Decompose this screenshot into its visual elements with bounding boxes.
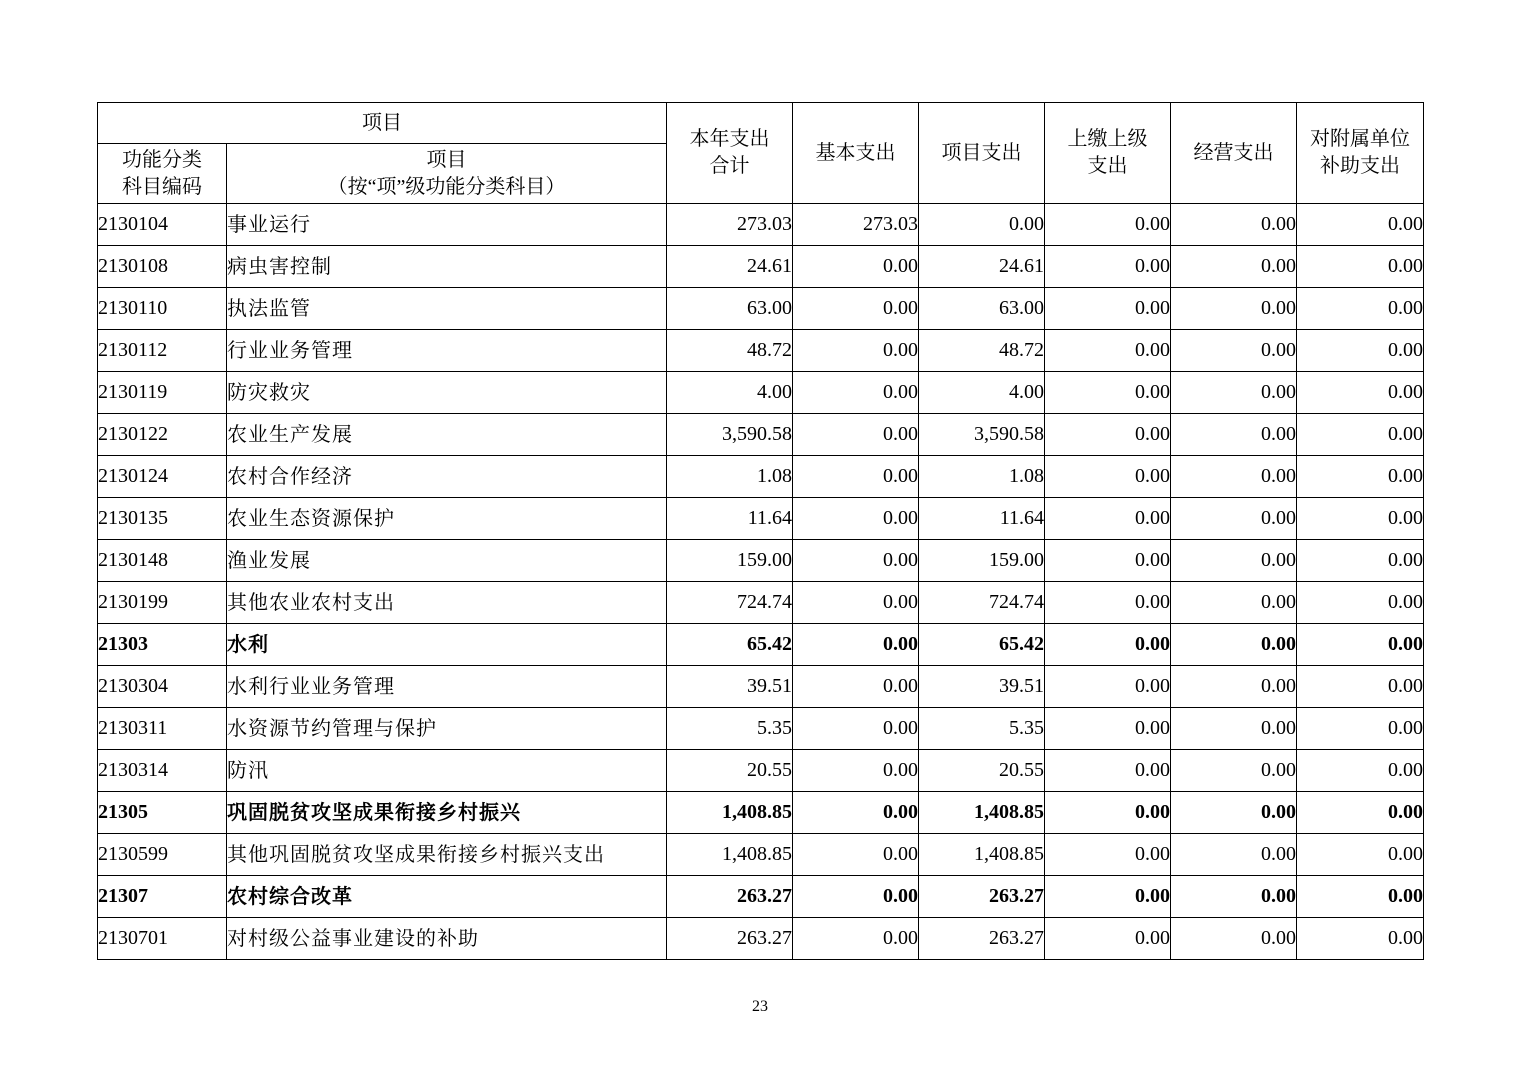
cell-total: 1.08 <box>667 456 793 498</box>
cell-code: 2130701 <box>98 918 227 960</box>
cell-code: 2130199 <box>98 582 227 624</box>
cell-superior: 0.00 <box>1045 456 1171 498</box>
cell-code: 2130304 <box>98 666 227 708</box>
cell-project: 1,408.85 <box>919 792 1045 834</box>
header-project-expense: 项目支出 <box>919 103 1045 204</box>
header-business: 经营支出 <box>1171 103 1297 204</box>
cell-name: 水利 <box>227 624 667 666</box>
header-subsidy-line2: 补助支出 <box>1320 155 1400 177</box>
cell-business: 0.00 <box>1171 498 1297 540</box>
cell-subsidy: 0.00 <box>1297 204 1424 246</box>
cell-basic: 0.00 <box>793 456 919 498</box>
table-row <box>98 834 1424 876</box>
cell-total: 11.64 <box>667 498 793 540</box>
cell-business: 0.00 <box>1171 246 1297 288</box>
cell-code: 2130311 <box>98 708 227 750</box>
cell-superior: 0.00 <box>1045 498 1171 540</box>
cell-name: 农村合作经济 <box>227 456 667 498</box>
cell-superior: 0.00 <box>1045 414 1171 456</box>
header-superior-line2: 支出 <box>1087 155 1128 177</box>
cell-basic: 0.00 <box>793 834 919 876</box>
table-row <box>98 624 1424 666</box>
cell-name: 农业生态资源保护 <box>227 498 667 540</box>
cell-total: 273.03 <box>667 204 793 246</box>
cell-name: 病虫害控制 <box>227 246 667 288</box>
cell-subsidy: 0.00 <box>1297 876 1424 918</box>
cell-code: 2130110 <box>98 288 227 330</box>
cell-code: 2130119 <box>98 372 227 414</box>
cell-project: 24.61 <box>919 246 1045 288</box>
cell-total: 63.00 <box>667 288 793 330</box>
header-superior <box>1045 103 1171 204</box>
cell-business: 0.00 <box>1171 414 1297 456</box>
cell-business: 0.00 <box>1171 708 1297 750</box>
cell-total: 20.55 <box>667 750 793 792</box>
header-subsidy-line1: 对附属单位 <box>1310 128 1410 150</box>
cell-business: 0.00 <box>1171 834 1297 876</box>
header-code <box>98 144 227 204</box>
cell-project: 5.35 <box>919 708 1045 750</box>
cell-code: 21307 <box>98 876 227 918</box>
cell-code: 2130124 <box>98 456 227 498</box>
cell-name: 水利行业业务管理 <box>227 666 667 708</box>
cell-project: 63.00 <box>919 288 1045 330</box>
cell-superior: 0.00 <box>1045 666 1171 708</box>
cell-name: 行业业务管理 <box>227 330 667 372</box>
cell-project: 48.72 <box>919 330 1045 372</box>
cell-subsidy: 0.00 <box>1297 792 1424 834</box>
header-basic: 基本支出 <box>793 103 919 204</box>
cell-project: 0.00 <box>919 204 1045 246</box>
cell-total: 1,408.85 <box>667 792 793 834</box>
cell-superior: 0.00 <box>1045 582 1171 624</box>
cell-basic: 0.00 <box>793 792 919 834</box>
cell-name: 防灾救灾 <box>227 372 667 414</box>
cell-name: 事业运行 <box>227 204 667 246</box>
cell-superior: 0.00 <box>1045 918 1171 960</box>
cell-subsidy: 0.00 <box>1297 288 1424 330</box>
cell-basic: 0.00 <box>793 246 919 288</box>
table-row <box>98 708 1424 750</box>
cell-project: 159.00 <box>919 540 1045 582</box>
cell-basic: 0.00 <box>793 498 919 540</box>
cell-total: 65.42 <box>667 624 793 666</box>
cell-basic: 0.00 <box>793 624 919 666</box>
cell-basic: 0.00 <box>793 708 919 750</box>
cell-subsidy: 0.00 <box>1297 372 1424 414</box>
table-row <box>98 792 1424 834</box>
cell-project: 724.74 <box>919 582 1045 624</box>
cell-project: 20.55 <box>919 750 1045 792</box>
cell-total: 24.61 <box>667 246 793 288</box>
cell-code: 2130314 <box>98 750 227 792</box>
page-number: 23 <box>752 998 768 1015</box>
cell-business: 0.00 <box>1171 288 1297 330</box>
cell-code: 2130599 <box>98 834 227 876</box>
cell-code: 2130148 <box>98 540 227 582</box>
cell-project: 4.00 <box>919 372 1045 414</box>
cell-superior: 0.00 <box>1045 540 1171 582</box>
header-total <box>667 103 793 204</box>
cell-business: 0.00 <box>1171 330 1297 372</box>
cell-business: 0.00 <box>1171 750 1297 792</box>
cell-superior: 0.00 <box>1045 288 1171 330</box>
cell-basic: 0.00 <box>793 666 919 708</box>
header-code-line2: 科目编码 <box>122 175 202 198</box>
cell-subsidy: 0.00 <box>1297 456 1424 498</box>
cell-subsidy: 0.00 <box>1297 834 1424 876</box>
cell-superior: 0.00 <box>1045 624 1171 666</box>
table-row <box>98 204 1424 246</box>
cell-subsidy: 0.00 <box>1297 666 1424 708</box>
table-row <box>98 330 1424 372</box>
cell-subsidy: 0.00 <box>1297 582 1424 624</box>
table-row <box>98 288 1424 330</box>
cell-code: 21305 <box>98 792 227 834</box>
cell-business: 0.00 <box>1171 876 1297 918</box>
cell-name: 对村级公益事业建设的补助 <box>227 918 667 960</box>
table-header <box>98 103 1424 204</box>
cell-business: 0.00 <box>1171 540 1297 582</box>
cell-basic: 0.00 <box>793 918 919 960</box>
header-name <box>227 144 667 204</box>
cell-business: 0.00 <box>1171 372 1297 414</box>
cell-project: 263.27 <box>919 876 1045 918</box>
cell-business: 0.00 <box>1171 582 1297 624</box>
cell-basic: 0.00 <box>793 750 919 792</box>
cell-project: 1.08 <box>919 456 1045 498</box>
header-subsidy <box>1297 103 1424 204</box>
cell-total: 159.00 <box>667 540 793 582</box>
cell-name: 其他巩固脱贫攻坚成果衔接乡村振兴支出 <box>227 834 667 876</box>
table-body <box>98 204 1424 960</box>
header-name-line2: （按“项”级功能分类科目） <box>327 175 566 198</box>
cell-project: 11.64 <box>919 498 1045 540</box>
header-total-line2: 合计 <box>709 155 750 177</box>
table-row <box>98 414 1424 456</box>
header-total-line1: 本年支出 <box>689 128 770 150</box>
cell-total: 3,590.58 <box>667 414 793 456</box>
table-row <box>98 918 1424 960</box>
table-row <box>98 876 1424 918</box>
table-row <box>98 750 1424 792</box>
cell-superior: 0.00 <box>1045 330 1171 372</box>
cell-superior: 0.00 <box>1045 204 1171 246</box>
cell-name: 其他农业农村支出 <box>227 582 667 624</box>
cell-basic: 0.00 <box>793 330 919 372</box>
header-name-line1: 项目 <box>426 148 467 171</box>
table-row <box>98 372 1424 414</box>
cell-total: 263.27 <box>667 918 793 960</box>
cell-subsidy: 0.00 <box>1297 624 1424 666</box>
cell-superior: 0.00 <box>1045 876 1171 918</box>
cell-code: 2130104 <box>98 204 227 246</box>
cell-superior: 0.00 <box>1045 792 1171 834</box>
cell-total: 39.51 <box>667 666 793 708</box>
cell-business: 0.00 <box>1171 204 1297 246</box>
cell-subsidy: 0.00 <box>1297 414 1424 456</box>
cell-business: 0.00 <box>1171 792 1297 834</box>
expenditure-table <box>97 102 1424 960</box>
cell-basic: 0.00 <box>793 372 919 414</box>
cell-project: 65.42 <box>919 624 1045 666</box>
cell-subsidy: 0.00 <box>1297 708 1424 750</box>
cell-code: 2130135 <box>98 498 227 540</box>
cell-project: 1,408.85 <box>919 834 1045 876</box>
cell-total: 4.00 <box>667 372 793 414</box>
cell-name: 防汛 <box>227 750 667 792</box>
cell-subsidy: 0.00 <box>1297 540 1424 582</box>
cell-code: 2130112 <box>98 330 227 372</box>
cell-name: 水资源节约管理与保护 <box>227 708 667 750</box>
cell-total: 724.74 <box>667 582 793 624</box>
cell-basic: 0.00 <box>793 582 919 624</box>
table-row <box>98 498 1424 540</box>
cell-name: 农业生产发展 <box>227 414 667 456</box>
cell-superior: 0.00 <box>1045 708 1171 750</box>
cell-name: 农村综合改革 <box>227 876 667 918</box>
header-project: 项目 <box>98 103 667 144</box>
cell-project: 3,590.58 <box>919 414 1045 456</box>
cell-basic: 0.00 <box>793 414 919 456</box>
cell-subsidy: 0.00 <box>1297 330 1424 372</box>
cell-basic: 273.03 <box>793 204 919 246</box>
cell-superior: 0.00 <box>1045 246 1171 288</box>
cell-total: 263.27 <box>667 876 793 918</box>
cell-superior: 0.00 <box>1045 834 1171 876</box>
table-row <box>98 582 1424 624</box>
cell-project: 263.27 <box>919 918 1045 960</box>
cell-name: 巩固脱贫攻坚成果衔接乡村振兴 <box>227 792 667 834</box>
cell-code: 2130122 <box>98 414 227 456</box>
cell-name: 执法监管 <box>227 288 667 330</box>
cell-superior: 0.00 <box>1045 372 1171 414</box>
cell-total: 1,408.85 <box>667 834 793 876</box>
cell-business: 0.00 <box>1171 918 1297 960</box>
cell-business: 0.00 <box>1171 624 1297 666</box>
cell-subsidy: 0.00 <box>1297 750 1424 792</box>
cell-name: 渔业发展 <box>227 540 667 582</box>
cell-superior: 0.00 <box>1045 750 1171 792</box>
table-row <box>98 246 1424 288</box>
cell-basic: 0.00 <box>793 876 919 918</box>
cell-total: 5.35 <box>667 708 793 750</box>
cell-subsidy: 0.00 <box>1297 498 1424 540</box>
cell-subsidy: 0.00 <box>1297 246 1424 288</box>
cell-code: 21303 <box>98 624 227 666</box>
table-row <box>98 666 1424 708</box>
table-row <box>98 540 1424 582</box>
cell-basic: 0.00 <box>793 540 919 582</box>
cell-project: 39.51 <box>919 666 1045 708</box>
cell-subsidy: 0.00 <box>1297 918 1424 960</box>
cell-business: 0.00 <box>1171 456 1297 498</box>
cell-total: 48.72 <box>667 330 793 372</box>
header-code-line1: 功能分类 <box>122 148 202 171</box>
cell-code: 2130108 <box>98 246 227 288</box>
header-superior-line1: 上缴上级 <box>1067 128 1148 150</box>
cell-basic: 0.00 <box>793 288 919 330</box>
table-row <box>98 456 1424 498</box>
cell-business: 0.00 <box>1171 666 1297 708</box>
